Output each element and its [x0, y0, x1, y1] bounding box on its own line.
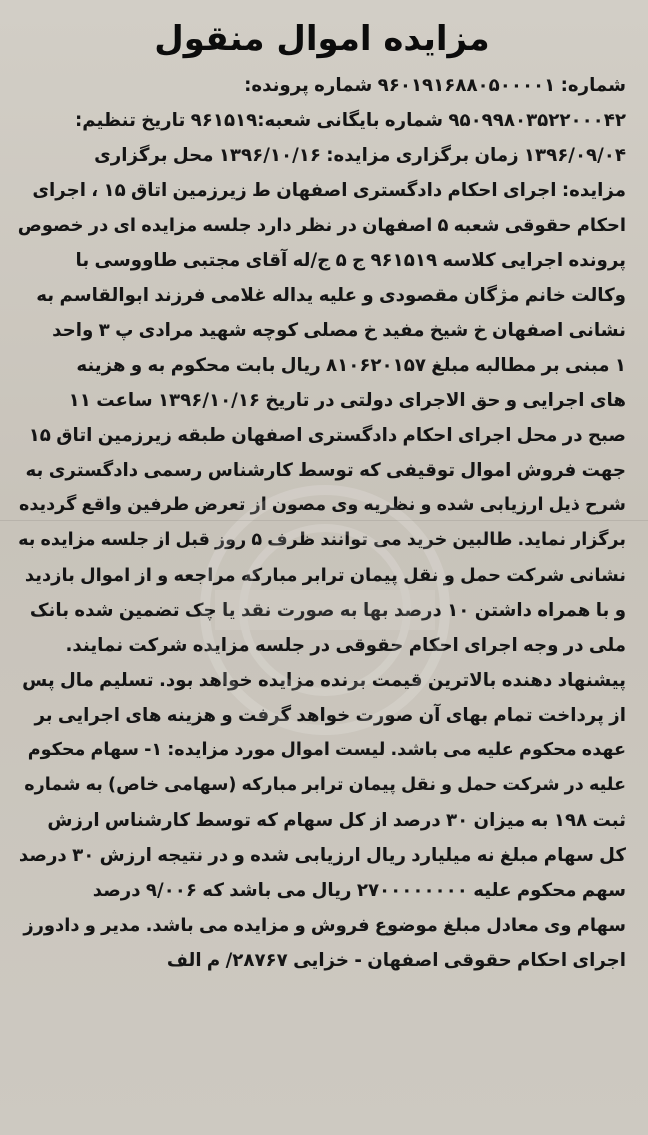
notice-line: نشانی اصفهان خ شیخ مفید خ مصلی کوچه شهید مرادی پ ۳ واحد	[52, 320, 626, 341]
notice-line: پیشنهاد دهنده بالاترین قیمت برنده مزایده خواهد بود. تسلیم مال پس	[22, 670, 626, 691]
notice-line: کل سهام مبلغ نه میلیارد ریال ارزیابی شده و در نتیجه ارزش ۳۰ درصد	[18, 845, 626, 866]
notice-line: سهام وی معادل مبلغ موضوع فروش و مزایده می باشد. مدیر و دادورز	[23, 915, 626, 936]
paper-fold-line	[0, 520, 648, 521]
notice-line: سهم محکوم علیه ۲۷۰۰۰۰۰۰۰۰ ریال می باشد که ۹/۰۰۶ درصد	[92, 880, 626, 901]
notice-line: نشانی شرکت حمل و نقل پیمان ترابر مبارکه مراجعه و از اموال بازدید	[24, 565, 626, 586]
notice-line: ثبت ۱۹۸ به میزان ۳۰ درصد از کل سهام که توسط کارشناس ارزش	[47, 810, 626, 831]
notice-line: برگزار نماید. طالبین خرید می توانند ظرف ۵ روز قبل از جلسه مزایده به	[18, 530, 626, 550]
notice-line: مزایده: اجرای احکام دادگستری اصفهان ط زیرزمین اتاق ۱۵ ، اجرای	[32, 180, 626, 201]
notice-line: صبح در محل اجرای احکام دادگستری اصفهان طبقه زیرزمین اتاق ۱۵	[28, 425, 626, 446]
notice-line: عهده محکوم علیه می باشد. لیست اموال مورد مزایده: ۱- سهام محکوم	[27, 740, 626, 760]
notice-line: ۹۵۰۹۹۸۰۳۵۲۲۰۰۰۴۲ شماره بایگانی شعبه:۹۶۱۵۱۹ تاریخ تنظیم:	[74, 110, 626, 131]
notice-line: علیه در شرکت حمل و نقل پیمان ترابر مبارکه (سهامی خاص) به شماره	[24, 775, 626, 795]
notice-line: احکام حقوقی شعبه ۵ اصفهان در نظر دارد جلسه مزایده ای در خصوص	[18, 215, 626, 236]
notice-line: و با همراه داشتن ۱۰ درصد بها به صورت نقد یا چک تضمین شده بانک	[29, 600, 626, 621]
notice-line: ملی در وجه اجرای احکام حقوقی در جلسه مزایده شرکت نمایند.	[65, 635, 626, 656]
notice-line: جهت فروش اموال توقیفی که توسط کارشناس رسمی دادگستری به	[25, 460, 626, 481]
notice-line: های اجرایی و حق الاجرای دولتی در تاریخ ۱۳۹۶/۱۰/۱۶ ساعت ۱۱	[68, 390, 626, 411]
notice-line: ۱ مبنی بر مطالبه مبلغ ۸۱۰۶۲۰۱۵۷ ریال بابت محکوم به و هزینه	[76, 355, 626, 376]
notice-line: شماره: ۹۶۰۱۹۱۶۸۸۰۵۰۰۰۰۱ شماره پرونده:	[244, 75, 626, 96]
notice-title: مزایده اموال منقول	[154, 19, 490, 59]
notice-line: پرونده اجرایی کلاسه ۹۶۱۵۱۹ ج ۵ ج/له آقای مجتبی طاووسی با	[75, 250, 626, 271]
notice-body	[18, 68, 626, 978]
notice-line: از پرداخت تمام بهای آن صورت خواهد گرفت و هزینه های اجرایی بر	[34, 705, 626, 726]
notice-line: وکالت خانم مژگان مقصودی و علیه یداله غلامی فرزند ابوالقاسم به	[36, 285, 626, 306]
notice-line: اجرای احکام حقوقی اصفهان - خزایی ۲۸۷۶۷/ م الف	[166, 950, 626, 971]
notice-line: شرح ذیل ارزیابی شده و نظریه وی مصون از تعرض طرفین واقع گردیده	[19, 495, 626, 515]
notice-line: ۱۳۹۶/۰۹/۰۴ زمان برگزاری مزایده: ۱۳۹۶/۱۰/۱۶ محل برگزاری	[94, 145, 626, 166]
